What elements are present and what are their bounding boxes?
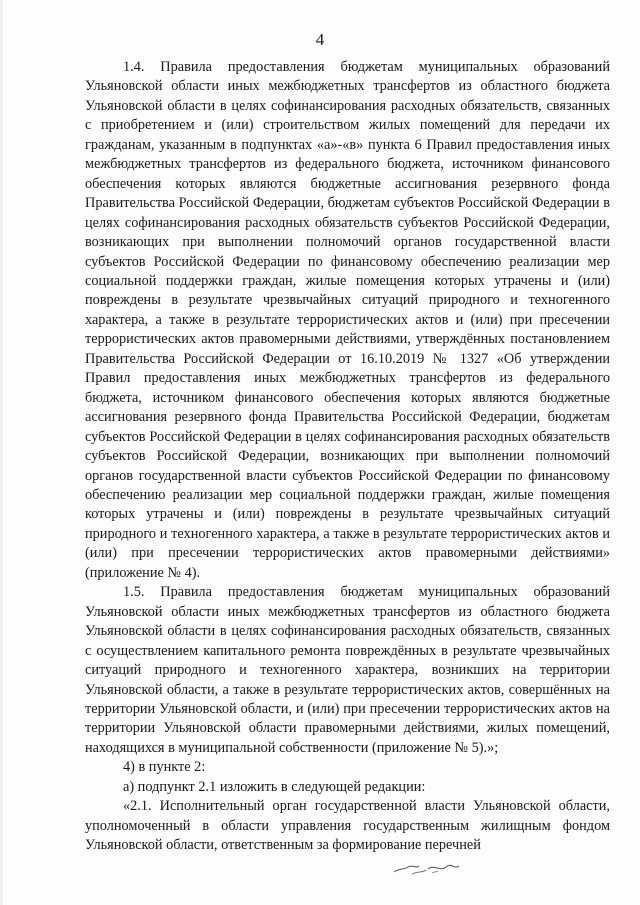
handwritten-signature-mark <box>392 858 462 878</box>
paragraph-item-4: 4) в пункте 2: <box>123 759 206 776</box>
paragraph-subitem-a: а) подпункт 2.1 изложить в следующей редакции: <box>123 778 426 795</box>
paragraph-1-4: 1.4. Правила предоставления бюджетам муниципальных образований Ульяновской области иных межбюджетных трансфертов из областного бюджета Ульяновской области в целях софинансирования расходных обязательств, связанных с приобретением и (или) строительством жилых помещений для передачи их гражданам, указанным в подпунктах «а»-«в» пункта 6 Правил предоставления иных межбюджетных трансфертов из федерального бюджета, источником финансового обеспечения которых являются бюджетные ассигнования резервного фонда Правительства Российской Федерации, бюджетам субъектов Российской Федерации в целях софинансирования расходных обязательств субъектов Российской Федерации, возникающих при выполнении полномочий органов государственной власти субъектов Российской Федерации по финансовому обеспечению реализации мер социальной поддержки граждан, жилые помещения которых утрачены и (или) повреждены в результате чрезвычайных ситуаций природного и техногенного характера, а также в результате террористических актов и (или) при пресечении террористических актов правомерными действиями, утверждённых постановлением Правительства Российской Федерации от 16.10.2019 № 1327 «Об утверждении Правил предоставления иных межбюджетных трансфертов из федерального бюджета, источником финансового обеспечения которых являются бюджетные ассигнования резервного фонда Правительства Российской Федерации, бюджетам субъектов Российской Федерации в целях софинансирования расходных обязательств субъектов Российской Федерации, возникающих при выполнении полномочий органов государственной власти субъектов Российской Федерации по финансовому обеспечению реализации мер социальной поддержки граждан, жилые помещения которых утрачены и (или) повреждены в результате чрезвычайных ситуаций природного и техногенного характера, а также в результате террористических актов и (или) при пресечении террористических актов правомерными действиями» (приложение № 4). <box>85 59 610 581</box>
scan-edge <box>0 0 3 905</box>
paragraph-1-5: 1.5. Правила предоставления бюджетам муниципальных образований Ульяновской области иных межбюджетных трансфертов из областного бюджета Ульяновской области в целях софинансирования расходных обязательств, связанных с осуществлением капитального ремонта повреждённых в результате чрезвычайных ситуаций природного и техногенного характера, возникших на территории Ульяновской области, а также в результате террористических актов, совершённых на территории Ульяновской области, и (или) при пресечении террористических актов на территории Ульяновской области правомерными действиями, жилых помещений, находящихся в муниципальной собственности (приложение № 5).»; <box>85 584 610 756</box>
page-number: 4 <box>315 30 325 49</box>
document-body <box>85 58 610 856</box>
paragraph-2-1: «2.1. Исполнительный орган государственной власти Ульяновской области, уполномоченный в области управления государственным жилищным фондом Ульяновской области, ответственным за формирование перечней <box>85 798 610 854</box>
